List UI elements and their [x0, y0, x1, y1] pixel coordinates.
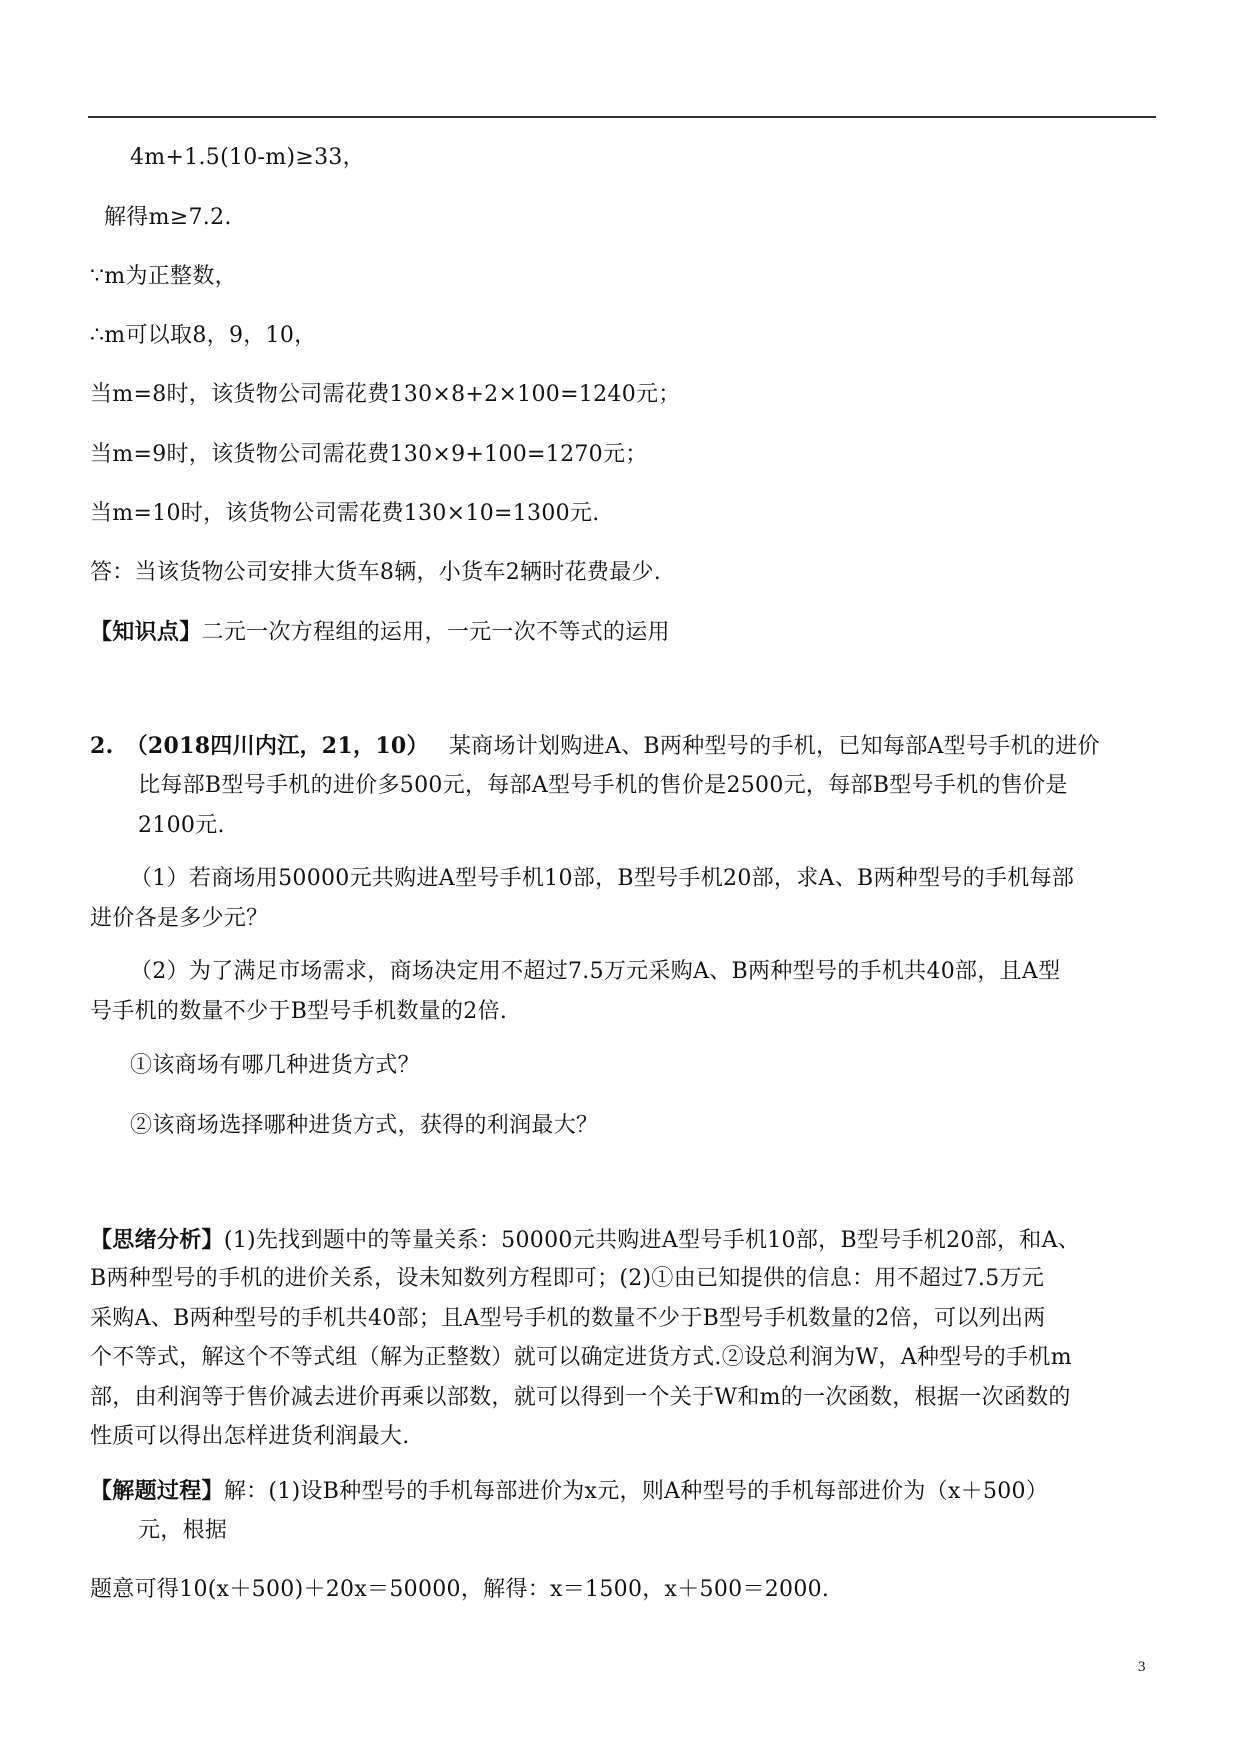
analysis-tag: 【思绪分析】: [90, 1227, 224, 1253]
knowledge-point: [90, 617, 1162, 648]
knowledge-text: 二元一次方程组的运用，一元一次不等式的运用: [201, 620, 670, 645]
question-2a: ①该商场有哪几种进货方式？: [130, 1053, 420, 1078]
analysis-text-1: (1)先找到题中的等量关系：50000元共购进A型号手机10部，B型号手机20部，和A、: [223, 1228, 1081, 1253]
solve-line: 解得m≥7.2.: [104, 205, 232, 230]
analysis-line-4: 个不等式，解这个不等式组（解为正整数）就可以确定进货方式.②设总利润为W，A种型号的手机m: [90, 1345, 1072, 1370]
analysis-line-1: [90, 1225, 1162, 1256]
question-2-line-1: （2）为了满足市场需求，商场决定用不超过7.5万元采购A、B两种型号的手机共40部，且A型: [130, 959, 1061, 984]
question-1-line-2: 进价各是多少元？: [90, 906, 269, 931]
case-m9-line: 当m=9时，该货物公司需花费130×9+100=1270元；: [90, 442, 648, 467]
solution-line-2: 元，根据: [138, 1518, 228, 1543]
inequality-line: 4m+1.5(10-m)≥33，: [130, 145, 365, 170]
answer-line: 答：当该货物公司安排大货车8辆，小货车2辆时花费最少.: [90, 560, 662, 585]
case-m8-line: 当m=8时，该货物公司需花费130×8+2×100=1240元；: [90, 382, 681, 407]
question-2b: ②该商场选择哪种进货方式，获得的利润最大？: [130, 1113, 599, 1138]
problem-stem-line-3: 2100元.: [138, 813, 225, 838]
header-rule: [88, 116, 1156, 118]
solution-line-3: 题意可得10(x＋500)＋20x＝50000，解得：x＝1500，x＋500＝2000.: [90, 1577, 830, 1602]
because-line: ∵m为正整数，: [90, 264, 237, 289]
solution-tag: 【解题过程】: [90, 1478, 224, 1504]
problem-number: 2.: [90, 733, 114, 759]
problem-2-heading: [90, 731, 1162, 762]
solution-text-1: 解：(1)设B种型号的手机每部进价为x元，则A种型号的手机每部进价为（x＋500）: [223, 1479, 1049, 1504]
case-m10-line: 当m=10时，该货物公司需花费130×10=1300元.: [90, 501, 600, 526]
problem-source: （2018四川内江，21，10）: [125, 733, 429, 759]
page-number: 3: [1138, 1659, 1146, 1675]
analysis-line-2: B两种型号的手机的进价关系，设未知数列方程即可；(2)①由已知提供的信息：用不超过7.5万元: [90, 1266, 1045, 1291]
analysis-line-3: 采购A、B两种型号的手机共40部；且A型号手机的数量不少于B型号手机数量的2倍，可以列出两: [90, 1306, 1046, 1331]
question-2-line-2: 号手机的数量不少于B型号手机数量的2倍.: [90, 999, 508, 1024]
problem-stem-line-2: 比每部B型号手机的进价多500元，每部A型号手机的售价是2500元，每部B型号手机的售价是: [138, 773, 1068, 798]
problem-stem-line-1: 某商场计划购进A、B两种型号的手机，已知每部A型号手机的进价: [448, 734, 1100, 759]
therefore-line: ∴m可以取8，9，10，: [90, 323, 317, 348]
analysis-line-5: 部，由利润等于售价减去进价再乘以部数，就可以得到一个关于W和m的一次函数，根据一次函数的: [90, 1385, 1071, 1410]
solution-line-1: [90, 1476, 1162, 1507]
analysis-line-6: 性质可以得出怎样进货利润最大.: [90, 1424, 410, 1449]
knowledge-tag: 【知识点】: [90, 619, 202, 645]
question-1-line-1: （1）若商场用50000元共购进A型号手机10部，B型号手机20部，求A、B两种型号的手机每部: [130, 866, 1075, 891]
